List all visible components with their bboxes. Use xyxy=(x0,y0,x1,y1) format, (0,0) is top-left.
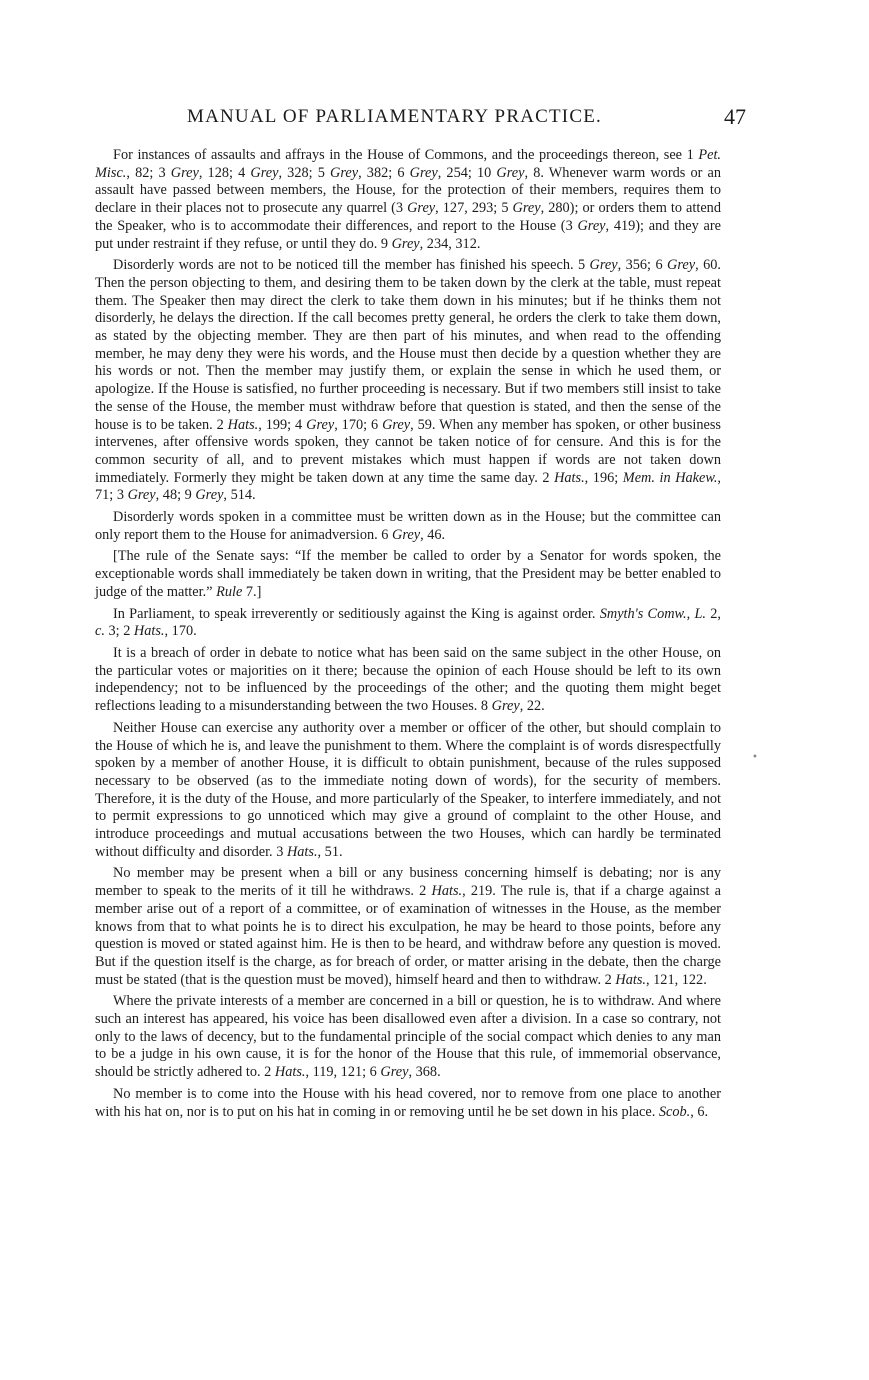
text-run: For instances of assaults and affrays in the House of Commons, and the proceedings thereon, see 1 xyxy=(113,147,699,163)
text-run: , 234, 312. xyxy=(419,235,481,252)
text-run: 2, xyxy=(706,605,722,622)
text-run: , xyxy=(686,605,695,622)
citation-italic: Grey xyxy=(496,164,525,181)
text-run: Disorderly words are not to be noticed till the member has finished his speech. 5 xyxy=(113,257,590,274)
text-run: , 22. xyxy=(519,698,545,715)
text-run: , 8. Whenever warm words or an assault have passed between members, the House, for the protection of their members, requires them to declare in their places not to prosecute any quarrel (3 xyxy=(95,164,721,217)
text-run: 3; 2 xyxy=(104,623,134,640)
citation-italic: Grey xyxy=(250,164,279,181)
citation-italic: Hats. xyxy=(274,1064,306,1081)
page-number: 47 xyxy=(724,104,746,129)
running-title: MANUAL OF PARLIAMENTARY PRACTICE. xyxy=(187,106,602,127)
citation-italic: Grey xyxy=(380,1064,409,1081)
text-run: , 71; 3 xyxy=(95,469,721,504)
text-run: [The rule of the Senate says: “If the member be called to order by a Senator for words spoken, the exceptionable words shall immediately be taken down in writing, that the President may be better enabled to judge of the matter.” xyxy=(95,548,721,600)
text-run: , 127, 293; 5 xyxy=(435,200,513,217)
text-run: , 170. xyxy=(164,623,197,640)
citation-italic: Hats. xyxy=(286,843,318,860)
paragraph-senate-rule xyxy=(95,548,721,601)
paragraph-committee-words xyxy=(95,509,721,544)
citation-italic: Grey xyxy=(195,487,224,504)
text-run: , 514. xyxy=(223,487,256,504)
text-run: , 382; 6 xyxy=(358,164,410,181)
text-run: , 356; 6 xyxy=(617,257,668,274)
text-run: Where the private interests of a member are concerned in a bill or question, he is to withdraw. And where such an interest has appeared, his voice has been disallowed even after a division. In a case so contrary, not only to the laws of decency, but to the fundamental principle of the social compact which denies to any man to be a judge in his own cause, it is for the honor of the House that this rule, of immemorial observance, should be strictly adhered to. 2 xyxy=(95,993,721,1081)
text-run: It is a breach of order in debate to notice what has been said on the same subject in the other House, on the particular votes or majorities on it there; because the opinion of each House should be left to its own independency; not to be influenced by the proceedings of the other; and the quoting them might beget reflections leading to a misunderstanding between the two Houses. 8 xyxy=(95,644,721,715)
citation-italic: Grey xyxy=(392,526,421,543)
text-run: , 419); and they are put under restraint if they refuse, or until they do. 9 xyxy=(95,217,721,252)
paragraph-head-covered xyxy=(95,1086,721,1121)
citation-italic: Grey xyxy=(391,235,420,252)
text-run: , 119, 121; 6 xyxy=(305,1064,381,1081)
text-run: 7.] xyxy=(242,583,262,600)
citation-italic: c. xyxy=(95,623,105,640)
text-run: , 82; 3 xyxy=(126,164,171,181)
text-run: , 51. xyxy=(317,843,343,860)
text-run: Disorderly words spoken in a committee must be written down as in the House; but the committee can only report them to the House for animadversion. 6 xyxy=(95,509,721,543)
citation-italic: Grey xyxy=(407,200,436,217)
text-run: , 128; 4 xyxy=(198,164,251,181)
text-run: In Parliament, to speak irreverently or seditiously against the King is against order. xyxy=(113,605,600,622)
citation-italic: Hats. xyxy=(227,416,259,433)
citation-italic: Hats. xyxy=(554,469,585,486)
citation-italic: Scob. xyxy=(658,1103,691,1120)
citation-italic: Grey xyxy=(330,164,359,181)
citation-italic: Hats. xyxy=(615,971,646,988)
citation-italic: Grey xyxy=(306,416,335,433)
paragraph-assaults-and-affrays xyxy=(95,147,721,253)
text-run: , 368. xyxy=(408,1064,441,1081)
text-run: No member may be present when a bill or any business concerning himself is debating; nor is any member to speak to the merits of it till he withdraws. 2 xyxy=(95,865,721,900)
paragraph-authority-other-house xyxy=(95,720,721,862)
text-run: , 254; 10 xyxy=(437,164,497,181)
citation-italic: Grey xyxy=(127,487,156,504)
paragraph-disorderly-words xyxy=(95,257,721,505)
text-run: , 48; 9 xyxy=(155,487,196,504)
text-run: Neither House can exercise any authority over a member or officer of the other, but should complain to the House of which he is, and leave the punishment to them. Where the complaint is of words disrespectfully spoken by a member of another House, it is difficult to obtain punishment, because of the rules supposed necessary to be observed (as to the immediate noting down of words), for the security of members. Therefore, it is the duty of the House, and more particularly of the Speaker, to interfere immediately, and not to permit expressions to go unnoticed which may give a ground of complaint to the other House, and introduce proceedings and mutual accusations between the two Houses, which can hardly be terminated without difficulty and disorder. 3 xyxy=(95,719,721,860)
text-run: , 121, 122. xyxy=(646,971,707,988)
text-run: No member is to come into the House with his head covered, nor to remove from one place to another with his hat on, nor is to put on his hat in coming in or removing until he be set down in his place. xyxy=(95,1085,721,1120)
text-run: , 280); or orders them to attend the Speaker, who is to accommodate their differences, and report to the House (3 xyxy=(95,200,721,234)
citation-italic: Mem. in Hakew. xyxy=(622,469,718,486)
citation-italic: Hats. xyxy=(133,623,165,640)
text-run: , 219. The rule is, that if a charge against a member arise out of a report of a committee, or of examination of witnesses in the House, as the member knows from that to what points he is to direct his exculpation, he may be heard to those points, before any question is moved or stated against him. He is then to be heard, and withdraw before any question is moved. But if the question itself is the charge, as for breach of order, or matter arising in the debate, then the charge must be stated (that is the question must be moved), himself heard and then to withdraw. 2 xyxy=(95,883,721,988)
text-run: , 59. When any member has spoken, or other business intervenes, after offensive words spoken, they cannot be taken notice of for censure. And this is for the common security of all, and to prevent mistakes which must happen if words are not taken down immediately. Formerly they might be taken down at any time the same day. 2 xyxy=(95,416,721,486)
text-run: , 46. xyxy=(420,526,446,543)
paragraph-member-present xyxy=(95,865,721,989)
citation-italic: L. xyxy=(694,605,707,622)
citation-italic: Pet. Misc. xyxy=(95,147,721,181)
page-header xyxy=(95,104,746,134)
body-text xyxy=(95,147,721,1125)
citation-italic: Grey xyxy=(409,164,438,181)
citation-italic: Hats. xyxy=(431,883,463,900)
citation-italic: Grey xyxy=(512,200,541,217)
paragraph-private-interests xyxy=(95,993,721,1082)
citation-italic: Grey xyxy=(577,217,606,234)
text-run: , 196; xyxy=(584,469,623,486)
citation-italic: Grey xyxy=(667,257,696,274)
text-run: , 6. xyxy=(690,1103,709,1120)
citation-italic: Grey xyxy=(589,257,618,274)
text-run: , 328; 5 xyxy=(278,164,331,181)
citation-italic: Smyth's Comw. xyxy=(599,605,687,622)
citation-italic: Grey xyxy=(491,698,520,715)
text-run: , 170; 6 xyxy=(334,416,383,433)
citation-italic: Grey xyxy=(170,164,199,181)
paragraph-other-house-debate xyxy=(95,645,721,716)
text-run: , 199; 4 xyxy=(258,416,307,433)
citation-italic: Rule xyxy=(216,583,243,600)
text-run: , 60. Then the person objecting to them, and desiring them to be taken down by the clerk at the table, must repeat them. The Speaker then may direct the clerk to take them down in his minutes; but if he thinks them not disorderly, he delays the direction. If the call becomes pretty general, he orders the clerk to take them down, as stated by the objecting member. They are then part of his minutes, and when read to the offending member, he may deny they were his words, and the House must then decide by a question whether they are his words or not. Then the member may justify them, or explain the sense in which he used them, or apologize. If the House is satisfied, no further proceeding is necessary. But if two members still insist to take the sense of the House, the member must withdraw before that question is stated, and then the sense of the house is to be taken. 2 xyxy=(95,257,721,433)
paragraph-parliament-king xyxy=(95,606,721,641)
stray-mark: • xyxy=(752,752,758,763)
citation-italic: Grey xyxy=(382,416,411,433)
